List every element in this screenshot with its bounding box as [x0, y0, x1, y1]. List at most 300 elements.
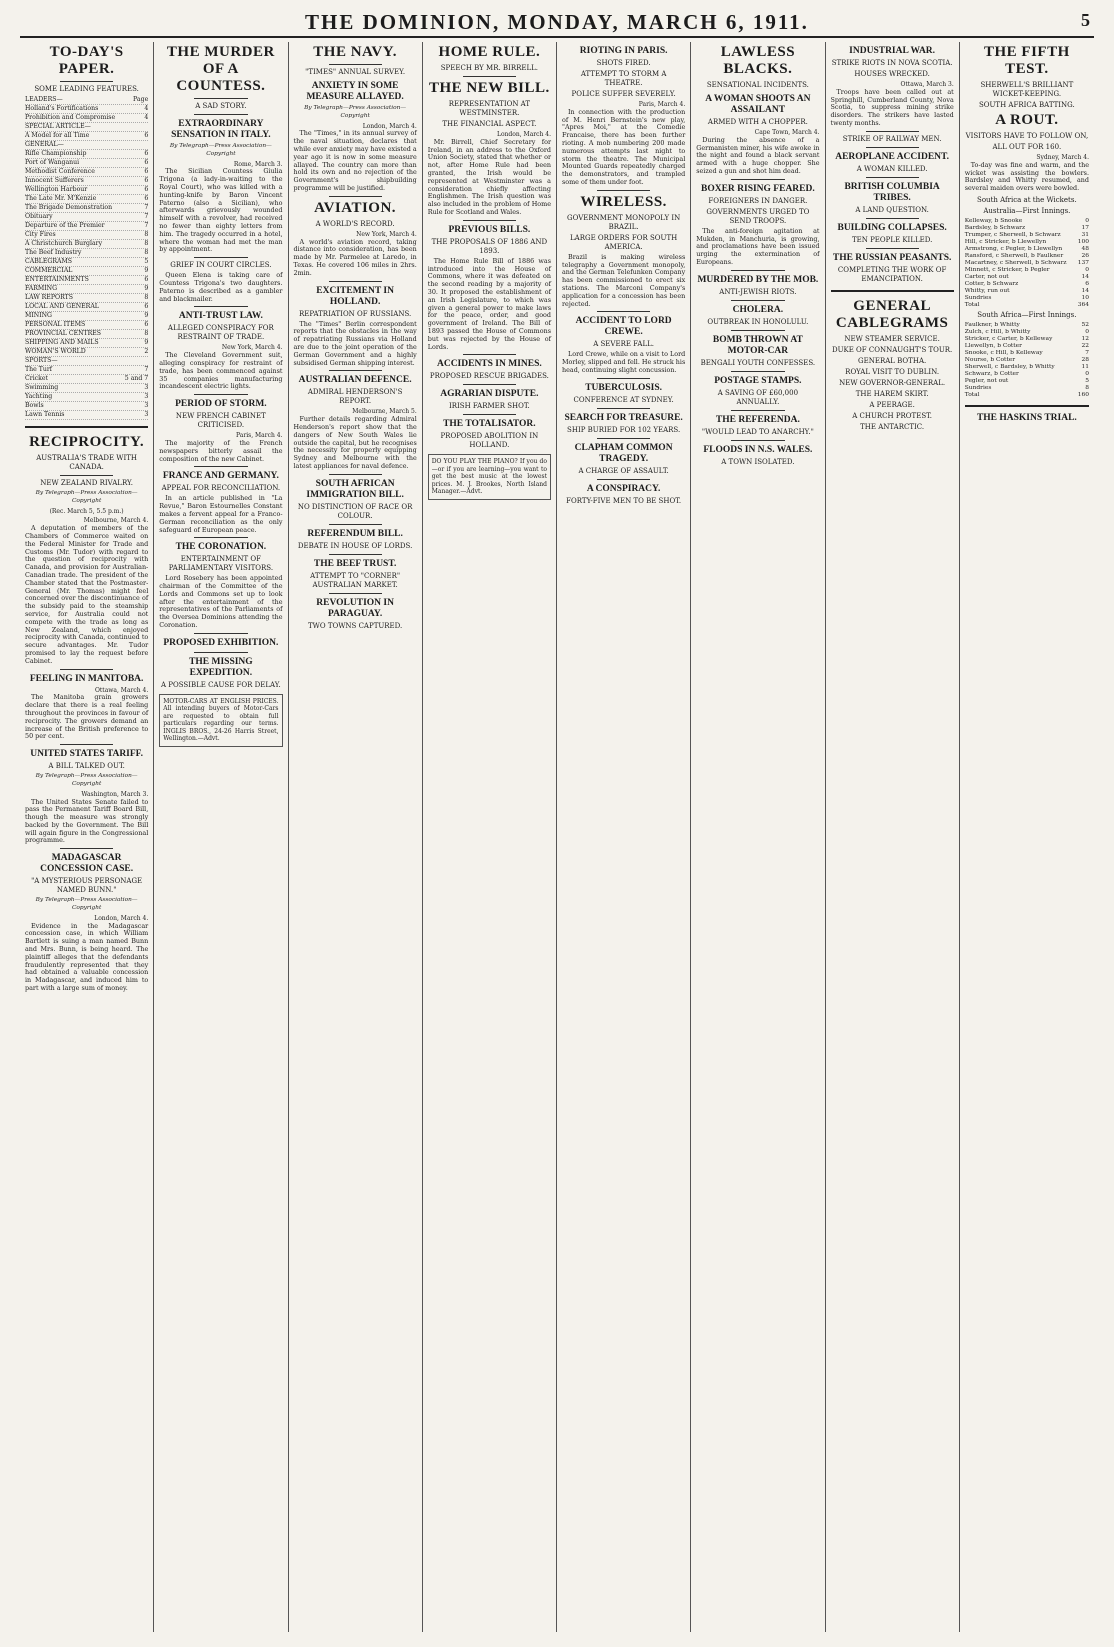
- article-body: The Sicilian Countess Giulia Trigona (a lady-in-waiting to the Royal Court), who was killed with a hunting-knife by Baron Vincent Paterno (also a Sicilian), who afterwards grievously wounded himself with a revolver, had received no fewer than eighty letters from him. The tragedy occurred in a hotel, where the woman had met the man by appointment.: [159, 167, 283, 254]
- article-headline: LAWLESS BLACKS.: [720, 44, 796, 77]
- article-headline: WIRELESS.: [580, 193, 667, 210]
- subheading: LARGE ORDERS FOR SOUTH AMERICA.: [570, 233, 678, 251]
- subheading: TEN PEOPLE KILLED.: [851, 235, 933, 244]
- contents-entry-page: 4: [144, 105, 149, 112]
- runs: 160: [1077, 391, 1089, 398]
- page-number: 5: [1081, 10, 1090, 30]
- article-heading: TUBERCULOSIS.: [585, 382, 663, 393]
- contents-entry: [25, 312, 148, 321]
- columns: [20, 42, 1094, 1632]
- contents-entry: [25, 402, 148, 411]
- runs: 0: [1085, 328, 1089, 335]
- dateline: New York, March 4.: [356, 230, 417, 238]
- contents-entry-title: Port of Wanganui: [25, 159, 80, 166]
- article-body: A world's aviation record, taking distance into consideration, has been made by Mr. Parmelee at Laredo, in Texas. He covered 106 miles in 2hrs. 2min.: [293, 237, 417, 277]
- contents-entry-title: Prohibition and Compromise: [25, 114, 116, 121]
- article-heading: FLOODS IN N.S. WALES.: [703, 444, 813, 455]
- subheading: "WOULD LEAD TO ANARCHY.": [701, 427, 814, 436]
- scorecard-south-africa: [965, 322, 1089, 399]
- contents-entry-title: MINING: [25, 312, 52, 319]
- contents-entry-page: 8: [144, 249, 149, 256]
- article-heading: SOUTH AFRICAN IMMIGRATION BILL.: [306, 478, 404, 500]
- article-heading: ANTI-TRUST LAW.: [178, 311, 263, 322]
- batsman: Armstrong, c Pegler, b Llewellyn: [964, 245, 1063, 252]
- batsman: Total: [964, 301, 980, 308]
- credit-line: By Telegraph—Press Association—Copyright: [169, 143, 272, 157]
- dateline: London, March 4.: [496, 131, 551, 138]
- score-row: [965, 288, 1089, 295]
- column-1: [20, 42, 154, 1632]
- contents-entry-page: 2: [144, 348, 149, 355]
- article-body: In an article published in "La Revue," Baron Estournelles Constant makes a fervent appeal for a Franco-German reconciliation as the only safeguard of European peace.: [159, 494, 283, 534]
- batsman: Llewellyn, b Cotter: [964, 342, 1022, 349]
- article-heading: POSTAGE STAMPS.: [714, 375, 802, 386]
- subheading: ADMIRAL HENDERSON'S REPORT.: [307, 388, 403, 406]
- credit-line: By Telegraph—Press Association—Copyright: [35, 773, 138, 787]
- runs: 48: [1081, 245, 1089, 252]
- contents-entry: [25, 375, 148, 384]
- subheading: THE ANTARCTIC.: [860, 422, 925, 431]
- contents-entry-page: Page: [133, 96, 149, 103]
- contents-entry-title: Bowls: [25, 402, 44, 409]
- subheading: THE FINANCIAL ASPECT.: [442, 120, 537, 128]
- contents-entry: [25, 357, 148, 366]
- contents-entry: [25, 204, 148, 213]
- subheading: STRIKE OF RAILWAY MEN.: [842, 134, 942, 143]
- subheading: A SEVERE FALL.: [593, 340, 655, 349]
- subheading: BENGALI YOUTH CONFESSES.: [700, 358, 816, 367]
- subheading: APPEAL FOR RECONCILIATION.: [161, 484, 281, 493]
- subheading: SHERWELL'S BRILLIANT WICKET-KEEPING.: [980, 81, 1074, 98]
- article-heading: ANXIETY IN SOME MEASURE ALLAYED.: [306, 81, 404, 102]
- contents-entry: [25, 177, 148, 186]
- article-body: Queen Elena is taking care of Countess Trigona's two daughters. Paterno is described as a gambler and blackmailer.: [159, 271, 283, 303]
- contents-entry-title: ENTERTAINMENTS: [25, 276, 89, 283]
- subheading: REPATRIATION OF RUSSIANS.: [299, 309, 412, 318]
- article-body: The United States Senate failed to pass the Permanent Tariff Board Bill, though the measure was strongly backed by the Government. The Bill will again figure in the Congressional programme.: [25, 797, 149, 845]
- dateline: Ottawa, March 4.: [94, 686, 149, 694]
- runs: 8: [1085, 384, 1089, 391]
- article-heading: SEARCH FOR TREASURE.: [564, 412, 683, 423]
- contents-entry: [25, 294, 148, 303]
- contents-entry-title: SPORTS—: [25, 357, 58, 364]
- subheading: A PEERAGE.: [869, 400, 915, 409]
- article-heading: A CONSPIRACY.: [586, 483, 661, 494]
- subheading: South Africa—First Innings.: [977, 310, 1077, 319]
- subheading: ROYAL VISIT TO DUBLIN.: [845, 367, 940, 376]
- runs: 0: [1085, 370, 1089, 377]
- contents-entry-title: SPECIAL ARTICLE—: [25, 123, 91, 130]
- article-heading: ACCIDENTS IN MINES.: [436, 359, 542, 370]
- article-heading: AUSTRALIAN DEFENCE.: [298, 375, 412, 386]
- contents-entry: [25, 159, 148, 168]
- subheading: ALL OUT FOR 160.: [992, 143, 1062, 151]
- runs: 26: [1081, 252, 1089, 259]
- runs: 6: [1085, 280, 1089, 287]
- advertisement: DO YOU PLAY THE PIANO? If you do—or if you are learning—you want to get the best music at the lowest prices. M. J. Brookes, North Island Manager.—Advt.: [428, 454, 551, 500]
- subheading: IRISH FARMER SHOT.: [448, 402, 530, 411]
- contents-entry: [25, 285, 148, 294]
- score-row: [965, 232, 1089, 239]
- contents-entry-page: 3: [144, 393, 149, 400]
- article-body: Mr. Birrell, Chief Secretary for Ireland, in an address to the Oxford Union Society, stated that whether or not, after Home Rule had been granted, the Irish would be represented at Westminster was a consideration chiefly affecting Englishmen. The Irish question was also included in the problem of Home Rule for Scotland and Wales.: [427, 137, 551, 216]
- contents-entry-title: PERSONAL ITEMS: [25, 321, 86, 328]
- subheading: AUSTRALIA'S TRADE WITH CANADA.: [36, 454, 138, 471]
- contents-entry: [25, 240, 148, 249]
- article-body: Evidence in the Madagascar concession case, in which William Bartlett is suing a man named Bunn and Mrs. Bunn, is being heard. The plaintiff alleges that the defendants fraudulently represented that they had obtained a valuable concession in Madagascar, and induced him to part with a large sum of money.: [25, 921, 149, 993]
- contents-entry: [25, 330, 148, 339]
- batsman: Total: [964, 391, 980, 398]
- contents-entry-title: LEADERS—: [25, 96, 63, 103]
- score-row: [965, 246, 1089, 253]
- runs: 100: [1077, 238, 1089, 245]
- subheading: DUKE OF CONNAUGHT'S TOUR.: [831, 345, 953, 354]
- subheading: ALLEGED CONSPIRACY FOR RESTRAINT OF TRADE.: [167, 324, 274, 342]
- contents-entry-page: 6: [144, 177, 149, 184]
- subheading: SHIP BURIED FOR 102 YEARS.: [567, 425, 681, 434]
- subheading: VISITORS HAVE TO FOLLOW ON,: [965, 132, 1089, 140]
- subheading: SPEECH BY MR. BIRRELL.: [440, 64, 538, 72]
- contents-entry: [25, 249, 148, 258]
- runs: 7: [1085, 349, 1089, 356]
- contents-entry-title: PROVINCIAL CENTRES: [25, 330, 102, 337]
- runs: 10: [1081, 294, 1089, 301]
- article-heading: THE HASKINS TRIAL.: [976, 412, 1077, 423]
- batsman: Zulch, c Hill, b Whitty: [964, 328, 1031, 335]
- subheading: NEW STEAMER SERVICE.: [844, 334, 940, 343]
- article-heading: THE CORONATION.: [175, 542, 267, 553]
- contents-entry-title: Obituary: [25, 213, 53, 220]
- contents-entry-page: 5: [144, 258, 149, 265]
- article-headline: THE MURDER OF A COUNTESS.: [166, 44, 275, 94]
- score-row: [965, 357, 1089, 364]
- batsman: Macartney, c Sherwell, b Schwarz: [964, 259, 1067, 266]
- contents-entry-title: Rifle Championship: [25, 150, 87, 157]
- credit-line: By Telegraph—Press Association—Copyright: [35, 897, 138, 912]
- dateline: Paris, March 4.: [236, 432, 283, 440]
- runs: 0: [1085, 217, 1089, 224]
- column-8: [960, 42, 1094, 1632]
- contents-entry-title: Cricket: [25, 375, 49, 382]
- column-3: [289, 42, 423, 1632]
- contents-entry-page: 6: [144, 321, 149, 328]
- contents-entry-title: Methodist Conference: [25, 168, 95, 175]
- subheading: A CHURCH PROTEST.: [852, 411, 932, 420]
- score-row: [965, 267, 1089, 274]
- subheading: GENERAL BOTHA.: [858, 356, 927, 365]
- article-headline: AVIATION.: [314, 199, 397, 216]
- contents-entry-page: 7: [144, 213, 149, 220]
- article-heading: MADAGASCAR CONCESSION CASE.: [40, 853, 134, 875]
- features-subtitle: SOME LEADING FEATURES.: [34, 85, 139, 93]
- article-heading: EXTRAORDINARY SENSATION IN ITALY.: [171, 119, 271, 140]
- article-heading: BRITISH COLUMBIA TRIBES.: [844, 181, 940, 203]
- contents-entry-title: LAW REPORTS: [25, 294, 73, 301]
- contents-entry-title: Departure of the Premier: [25, 222, 105, 229]
- contents-entry: [25, 195, 148, 204]
- contents-entry-page: 6: [144, 168, 149, 175]
- runs: 28: [1081, 356, 1089, 363]
- score-row: [965, 392, 1089, 399]
- article-headline: THE FIFTH TEST.: [983, 44, 1070, 77]
- subheading: A LAND QUESTION.: [855, 205, 929, 214]
- runs: 11: [1081, 363, 1089, 370]
- contents-entry-title: COMMERCIAL: [25, 267, 73, 274]
- subheading: FORTY-FIVE MEN TO BE SHOT.: [566, 496, 682, 505]
- article-body: The Home Rule Bill of 1886 was introduced into the House of Commons, where it was defeated on the second reading by a majority of 30. It proposed the establishment of an Irish Legislature, to which was given a general power to make laws for the peace, order, and good government of Ireland. The Bill of 1893 passed the House of Commons but was rejected by the House of Lords.: [427, 256, 551, 351]
- dateline: Melbourne, March 4.: [83, 517, 149, 525]
- subheading: A CHARGE OF ASSAULT.: [578, 466, 669, 475]
- article-body: The Manitoba grain growers declare that there is a real feeling throughout the provinces in favour of reciprocity. The growers demand an increase of the British preference to 50 per cent.: [25, 693, 149, 741]
- subheading: TWO TOWNS CAPTURED.: [308, 621, 403, 630]
- subheading: OUTBREAK IN HONOLULU.: [707, 317, 809, 326]
- article-body: Brazil is making wireless telegraphy a Government monopoly, and the German Telefunken Company has been commissioned to erect six stations. The Marconi Company's application for a concession has been rejected.: [562, 252, 686, 308]
- batsman: Stricker, c Carter, b Kelleway: [964, 335, 1053, 342]
- score-row: [965, 378, 1089, 385]
- contents-entry-page: 3: [144, 411, 149, 418]
- contents-entry-page: 4: [144, 114, 149, 121]
- contents-entry: [25, 105, 148, 114]
- contents-entry-page: 7: [144, 366, 149, 373]
- score-row: [965, 371, 1089, 378]
- contents-entry: [25, 276, 148, 285]
- article-body: Troops have been called out at Springhill, Cumberland County, Nova Scotia, to suppress mining strike disorders. The strikers have lasted twenty months.: [830, 87, 954, 127]
- contents-entry: [25, 231, 148, 240]
- column-4: [423, 42, 557, 1632]
- article-heading: FEELING IN MANITOBA.: [29, 673, 144, 684]
- article-headline: GENERAL CABLEGRAMS: [835, 297, 949, 331]
- dateline: London, March 4.: [362, 122, 417, 130]
- contents-entry-page: 7: [144, 204, 149, 211]
- contents-entry-page: 3: [144, 384, 149, 391]
- contents-entry-page: 6: [144, 303, 149, 310]
- article-body: A deputation of members of the Chambers of Commerce waited on the Federal Minister for Trade and Customs (Mr. Tudor) with regard to the question of reciprocity with Canada, and provision for Australian-Canadian trade. The president of the Chamber stated that the Postmaster-General (Mr. Thomas) might feel concerned over the discontinuance of the subsidy paid to the steamship service, for Australia could not compete with the trade as long as New Zealand, which enjoyed reciprocity with Canada, continued to secure advantages. Mr. Tudor promised to lay the request before Cabinet.: [25, 524, 149, 665]
- subheading: ATTEMPT TO "CORNER" AUSTRALIAN MARKET.: [310, 571, 401, 589]
- subheading: "TIMES" ANNUAL SURVEY.: [305, 68, 406, 76]
- batsman: Minnett, c Stricker, b Pegler: [964, 266, 1050, 273]
- article-heading: RIOTING IN PARIS.: [579, 46, 668, 56]
- article-heading: ACCIDENT TO LORD CREWE.: [575, 316, 672, 338]
- score-row: [965, 260, 1089, 267]
- contents-entry: [25, 258, 148, 267]
- contents-entry-page: 8: [144, 240, 149, 247]
- batsman: Snooke, c Hill, b Kelleway: [964, 349, 1043, 356]
- runs: 5: [1085, 377, 1089, 384]
- article-heading: THE RUSSIAN PEASANTS.: [832, 252, 952, 263]
- contents-entry: [25, 348, 148, 357]
- batsman: Faulkner, b Whitty: [964, 321, 1020, 328]
- contents-entry: [25, 96, 148, 105]
- score-row: [965, 364, 1089, 371]
- score-row: [965, 302, 1089, 309]
- article-heading: THE BEEF TRUST.: [313, 558, 397, 569]
- batsman: Kelleway, b Snooke: [964, 217, 1023, 224]
- subheading: ANTI-JEWISH RIOTS.: [719, 287, 797, 296]
- contents-entry: [25, 114, 148, 123]
- contents-entry-page: 8: [144, 294, 149, 301]
- contents-entry-title: SHIPPING AND MAILS: [25, 339, 99, 346]
- article-heading: THE TOTALISATOR.: [443, 419, 536, 430]
- contents-entry-page: 9: [144, 285, 149, 292]
- contents-entry-page: 8: [144, 330, 149, 337]
- dateline: Sydney, March 4.: [1036, 154, 1089, 161]
- article-heading: A WOMAN SHOOTS AN ASSAILANT: [705, 94, 811, 115]
- subheading: THE HAREM SKIRT.: [855, 389, 929, 398]
- contents-entry-title: Holland's Fortifications: [25, 105, 99, 112]
- article-body: The anti-foreign agitation at Mukden, in Manchuria, is growing, and proclamations have been issued urging the extermination of Europeans.: [696, 226, 820, 266]
- article-body: In connection with the production of M. Henri Bernstein's new play, "Apres Moi," at the Comedie Francaise, there has been further rioting. A mob numbering 200 made numerous attempts last night to storm the theatre. The Municipal Mounted Guards repeatedly charged the demonstrators, and trampled some of them under foot.: [562, 107, 686, 186]
- batsman: Sundries: [964, 384, 992, 391]
- batsman: Nourse, b Cotter: [964, 356, 1016, 363]
- subheading: HOUSES WRECKED.: [854, 70, 930, 78]
- subheading: A WOMAN KILLED.: [856, 164, 928, 173]
- article-heading: BOMB THROWN AT MOTOR-CAR: [712, 334, 803, 356]
- column-6: [691, 42, 825, 1632]
- contents-entry-title: CABLEGRAMS: [25, 258, 73, 265]
- batsman: Cotter, b Schwarz: [964, 280, 1019, 287]
- score-row: [965, 253, 1089, 260]
- scorecard-australia: [965, 218, 1089, 309]
- received-date: (Rec. March 5, 5.5 p.m.): [49, 507, 124, 515]
- contents-entry-page: 9: [144, 267, 149, 274]
- contents-entry-title: The Beef Industry: [25, 249, 82, 256]
- subheading: NEW FRENCH CABINET CRITICISED.: [175, 412, 266, 430]
- contents-entry-page: 6: [144, 186, 149, 193]
- dateline: Ottawa, March 3.: [900, 81, 954, 88]
- subheading: "A MYSTERIOUS PERSONAGE NAMED BUNN.": [31, 877, 143, 895]
- subheading: A WORLD'S RECORD.: [315, 219, 395, 228]
- article-body: To-day was fine and warm, and the wicket was assisting the bowlers. Bardsley and Whitty resumed, and several maiden overs were bowled.: [964, 160, 1089, 193]
- subheading: A TOWN ISOLATED.: [721, 457, 795, 466]
- batsman: Schwarz, b Cotter: [964, 370, 1019, 377]
- contents-entry-title: WOMAN'S WORLD: [25, 348, 86, 355]
- score-row: [965, 218, 1089, 225]
- subheading: GOVERNMENT MONOPOLY IN BRAZIL.: [567, 213, 681, 231]
- contents-entry: [25, 186, 148, 195]
- batsman: Sundries: [964, 294, 992, 301]
- article-body: Lord Rosebery has been appointed chairman of the Committee of the Lords and Commons set up to look after the entertainment of the representatives of the Parliaments of the Oversea Dominions attending the Coronation.: [159, 574, 283, 630]
- subheading: PROPOSED ABOLITION IN HOLLAND.: [440, 432, 539, 450]
- contents-entry-title: A Christchurch Burglary: [25, 240, 103, 247]
- runs: 0: [1085, 266, 1089, 273]
- dateline: London, March 4.: [94, 914, 149, 922]
- contents-entry: [25, 321, 148, 330]
- contents-list: [25, 96, 148, 420]
- subheading: NO DISTINCTION OF RACE OR COLOUR.: [297, 502, 413, 520]
- score-row: [965, 350, 1089, 357]
- batsman: Bardsley, b Schwarz: [964, 224, 1026, 231]
- score-row: [965, 336, 1089, 343]
- article-body: The "Times" Berlin correspondent reports that the obstacles in the way of repatriating Russians via Holland are due to the joint operation of the German Government and a highly subsidised German shipping interest.: [293, 319, 417, 367]
- contents-entry: [25, 141, 148, 150]
- contents-entry-title: The Turf: [25, 366, 53, 373]
- score-row: [965, 295, 1089, 302]
- batsman: Carter, not out: [964, 273, 1009, 280]
- subheading: FOREIGNERS IN DANGER.: [708, 196, 808, 205]
- subheading: ATTEMPT TO STORM A THEATRE.: [580, 70, 667, 87]
- score-row: [965, 225, 1089, 232]
- column-7: [826, 42, 960, 1632]
- runs: 137: [1077, 259, 1089, 266]
- dateline: Washington, March 3.: [81, 790, 149, 798]
- subheading: ARMED WITH A CHOPPER.: [707, 118, 808, 126]
- article-heading: PERIOD OF STORM.: [175, 399, 267, 410]
- article-heading: PROPOSED EXHIBITION.: [163, 637, 279, 648]
- contents-entry-title: GENERAL—: [25, 141, 64, 148]
- subheading: A SAD STORY.: [195, 102, 247, 110]
- score-row: [965, 274, 1089, 281]
- contents-entry-page: 6: [144, 159, 149, 166]
- dateline: Cape Town, March 4.: [754, 129, 820, 136]
- subheading: A POSSIBLE CAUSE FOR DELAY.: [161, 680, 281, 689]
- dateline: Melbourne, March 5.: [352, 408, 417, 416]
- contents-entry-page: 9: [144, 312, 149, 319]
- reciprocity-heading: RECIPROCITY.: [29, 434, 145, 450]
- contents-entry: [25, 339, 148, 348]
- article-heading: REVOLUTION IN PARAGUAY.: [316, 597, 394, 619]
- column-2: [154, 42, 288, 1632]
- subheading: Australia—First Innings.: [983, 206, 1071, 215]
- subheading: South Africa at the Wickets.: [977, 195, 1077, 204]
- dateline: Rome, March 3.: [233, 160, 283, 168]
- contents-entry-page: 6: [144, 195, 149, 202]
- runs: 31: [1081, 231, 1089, 238]
- contents-entry: [25, 150, 148, 159]
- contents-entry: [25, 168, 148, 177]
- runs: 12: [1081, 335, 1089, 342]
- runs: 17: [1081, 224, 1089, 231]
- contents-entry-title: A Model for all Time: [25, 132, 90, 139]
- contents-entry-page: 8: [144, 231, 149, 238]
- article-body: Further details regarding Admiral Henderson's report show that the dangers of New South Wales lie outside the capital, but he recognises the necessity for properly equipping Sydney and Melbourne with the latest appliances for naval defence.: [293, 415, 417, 470]
- contents-entry-title: The Late Mr. M'Kenzie: [25, 195, 97, 202]
- contents-entry-page: 6: [144, 132, 149, 139]
- contents-entry-title: Swimming: [25, 384, 59, 391]
- batsman: Ransford, c Sherwell, b Faulkner: [964, 252, 1064, 259]
- contents-entry-page: 6: [144, 276, 149, 283]
- article-body: The "Times," in its annual survey of the naval situation, declares that while ever anxiety may have existed a year ago it is now in some measure allayed. The country can more than hold its own and no rejection of the Government's shipbuilding programme will be justified.: [293, 129, 417, 192]
- batsman: Sherwell, c Bardsley, b Whitty: [964, 363, 1055, 370]
- subheading: REPRESENTATION AT WESTMINSTER.: [448, 100, 531, 117]
- contents-entry-title: Lawn Tennis: [25, 411, 65, 418]
- article-heading: MURDERED BY THE MOB.: [697, 274, 819, 285]
- contents-entry-title: FARMING: [25, 285, 58, 292]
- contents-entry: [25, 303, 148, 312]
- todays-paper-title: TO-DAY'S PAPER.: [49, 44, 124, 77]
- article-heading: CLAPHAM COMMON TRAGEDY.: [574, 442, 673, 464]
- contents-entry-title: Innocent Sufferers: [25, 177, 84, 184]
- contents-entry: [25, 393, 148, 402]
- article-heading: REFERENDUM BILL.: [307, 528, 403, 539]
- subheading: CONFERENCE AT SYDNEY.: [573, 395, 674, 404]
- column-5: [557, 42, 691, 1632]
- contents-entry: [25, 267, 148, 276]
- contents-entry: [25, 366, 148, 375]
- subheading: SOUTH AFRICA BATTING.: [978, 101, 1075, 109]
- contents-entry: [25, 132, 148, 141]
- article-heading: PREVIOUS BILLS.: [448, 224, 531, 235]
- newspaper-title: THE DOMINION, MONDAY, MARCH 6, 1911.: [305, 10, 809, 34]
- article-heading: FRANCE AND GERMANY.: [162, 471, 279, 482]
- article-body: The majority of the French newspapers bitterly assail the composition of the new Cabinet.: [159, 438, 283, 463]
- article-headline: HOME RULE.: [438, 44, 541, 60]
- article-heading: BUILDING COLLAPSES.: [837, 222, 947, 233]
- runs: 22: [1081, 342, 1089, 349]
- article-heading: THE MISSING EXPEDITION.: [189, 656, 253, 678]
- contents-entry: [25, 384, 148, 393]
- article-heading: AGRARIAN DISPUTE.: [440, 389, 539, 400]
- subheading: PROPOSED RESCUE BRIGADES.: [429, 372, 549, 381]
